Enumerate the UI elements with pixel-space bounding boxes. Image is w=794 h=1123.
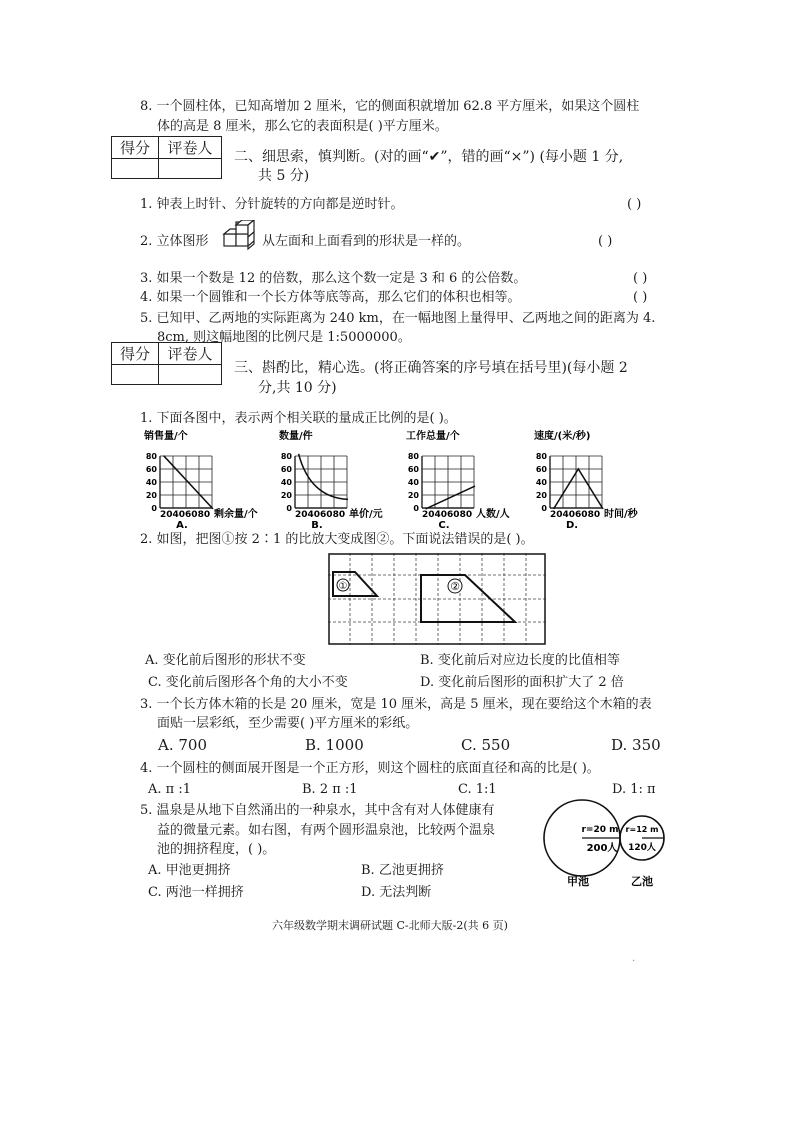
grader-label: 评卷人 — [159, 343, 222, 365]
chart-ytick: 20 — [145, 491, 157, 500]
pool2-name: 乙池 — [631, 875, 653, 888]
chart-option-label[interactable]: C. — [438, 520, 450, 528]
section2-heading-line2: 共 5 分) — [258, 168, 310, 184]
q5-option-b[interactable]: B. 乙池更拥挤 — [361, 863, 444, 878]
chart-ytick: 0 — [286, 504, 292, 513]
chart-ytick: 80 — [407, 452, 419, 461]
q2-option-d[interactable]: D. 变化前后图形的面积扩大了 2 倍 — [420, 675, 624, 690]
q2-option-b[interactable]: B. 变化前后对应边长度的比值相等 — [420, 653, 620, 668]
grader-cell[interactable] — [159, 365, 222, 385]
choice-q3-line1: 3. 一个长方体木箱的长是 20 厘米，宽是 10 厘米，高是 5 厘米，现在要给这个木箱的表 — [140, 697, 652, 712]
score-cell[interactable] — [112, 159, 159, 179]
chart-xticks: 20406080 — [422, 510, 473, 520]
q3-option-c[interactable]: C. 550 — [461, 736, 511, 754]
chart-ytick: 40 — [535, 478, 547, 487]
choice-q1-text: 1. 下面各图中，表示两个相关联的量成正比例的是( )。 — [140, 411, 457, 426]
pool2-people: 120人 — [628, 843, 656, 853]
chart-ytick: 20 — [535, 491, 547, 500]
judge-item-4: 4. 如果一个圆锥和一个长方体等底等高，那么它们的体积也相等。 — [140, 290, 521, 305]
choice-q2-text: 2. 如图，把图①按 2∶1 的比放大变成图②。下面说法错误的是( )。 — [140, 532, 534, 547]
pool1-name: 甲池 — [567, 875, 589, 888]
judge-answer-1[interactable]: ( ) — [627, 197, 642, 212]
chart-ytick: 0 — [151, 504, 157, 513]
chart-xticks: 20406080 — [295, 510, 346, 520]
chart-option-label[interactable]: B. — [311, 520, 323, 528]
q4-option-a[interactable]: A. π :1 — [148, 782, 191, 797]
pool1-radius: r=20 m — [581, 825, 619, 835]
chart-ytick: 60 — [535, 465, 547, 474]
proportion-charts — [140, 428, 660, 528]
hot-spring-pools-figure — [540, 796, 670, 888]
chart-ytick: 20 — [407, 491, 419, 500]
choice-q4-text: 4. 一个圆柱的侧面展开图是一个正方形，则这个圆柱的底面直径和高的比是( )。 — [140, 761, 600, 776]
chart-ylabel: 速度/(米/秒) — [534, 431, 591, 442]
judge-item-2-after: 从左面和上面看到的形状是一样的。 — [262, 234, 471, 249]
score-label: 得分 — [112, 343, 159, 365]
pool1-people: 200人 — [586, 843, 618, 854]
chart-ytick: 0 — [413, 504, 419, 513]
chart-ytick: 0 — [541, 504, 547, 513]
q5-option-d[interactable]: D. 无法判断 — [361, 885, 432, 900]
choice-q5-line1: 5. 温泉是从地下自然涌出的一种泉水，其中含有对人体健康有 — [140, 803, 495, 818]
figure-2-label: ② — [450, 580, 460, 593]
chart-ylabel: 工作总量/个 — [406, 431, 460, 442]
q4-option-d[interactable]: D. 1: π — [612, 782, 656, 797]
chart-xlabel: 剩余量/个 — [214, 509, 258, 520]
chart-ytick: 40 — [280, 478, 292, 487]
q2-option-a[interactable]: A. 变化前后图形的形状不变 — [145, 653, 306, 668]
choice-q3-line2: 面贴一层彩纸，至少需要( )平方厘米的彩纸。 — [157, 716, 419, 731]
chart-curve — [299, 454, 348, 500]
cube-stack-figure — [222, 220, 262, 254]
chart-xlabel: 单价/元 — [349, 509, 383, 520]
q3-option-b[interactable]: B. 1000 — [305, 736, 364, 754]
judge-item-1: 1. 钟表上时针、分针旋转的方向都是逆时针。 — [140, 197, 404, 212]
grader-label: 评卷人 — [159, 137, 222, 159]
q3-option-a[interactable]: A. 700 — [158, 736, 207, 754]
judge-item-2-before: 2. 立体图形 — [140, 234, 209, 249]
chart-option-label[interactable]: A. — [176, 520, 188, 528]
chart-ylabel: 数量/件 — [279, 431, 313, 442]
q3-option-d[interactable]: D. 350 — [611, 736, 661, 754]
chart-ytick: 60 — [280, 465, 292, 474]
section2-heading-line1: 二、细思索，慎判断。(对的画“✔”，错的画“×”) (每小题 1 分, — [234, 149, 624, 165]
enlargement-grid-figure — [328, 553, 546, 645]
section3-heading-line1: 三、斟酌比，精心选。(将正确答案的序号填在括号里)(每小题 2 — [234, 360, 628, 376]
score-label: 得分 — [112, 137, 159, 159]
chart-ytick: 40 — [407, 478, 419, 487]
chart-curve — [554, 469, 603, 509]
judge-answer-3[interactable]: ( ) — [633, 271, 648, 286]
judge-item-3: 3. 如果一个数是 12 的倍数，那么这个数一定是 3 和 6 的公倍数。 — [140, 271, 527, 286]
q5-option-a[interactable]: A. 甲池更拥挤 — [148, 863, 231, 878]
chart-curve — [426, 486, 475, 509]
q4-option-b[interactable]: B. 2 π :1 — [302, 782, 358, 797]
score-box — [111, 342, 222, 385]
chart-ytick: 60 — [407, 465, 419, 474]
q8-line1: 8. 一个圆柱体，已知高增加 2 厘米，它的侧面积就增加 62.8 平方厘米，如果这个圆柱 — [140, 99, 640, 114]
chart-xticks: 20406080 — [160, 510, 211, 520]
q8-line2: 体的高是 8 厘米，那么它的表面积是( )平方厘米。 — [157, 119, 448, 134]
q4-option-c[interactable]: C. 1:1 — [458, 782, 497, 797]
score-cell[interactable] — [112, 365, 159, 385]
chart-ytick: 80 — [280, 452, 292, 461]
chart-option-label[interactable]: D. — [565, 520, 579, 528]
chart-ytick: 60 — [145, 465, 157, 474]
chart-ytick: 80 — [535, 452, 547, 461]
chart-xticks: 20406080 — [550, 510, 601, 520]
proportion-chart-0 — [143, 429, 258, 528]
page-footer: 六年级数学期末调研试题 C-北师大版-2(共 6 页) — [272, 919, 508, 932]
judge-item-5-line1: 5. 已知甲、乙两地的实际距离为 240 km，在一幅地图上量得甲、乙两地之间的距离为 4. — [140, 311, 656, 326]
proportion-chart-1 — [279, 429, 383, 528]
q5-option-c[interactable]: C. 两池一样拥挤 — [148, 885, 244, 900]
proportion-chart-2 — [406, 429, 510, 528]
score-box — [111, 136, 222, 179]
chart-ylabel: 销售量/个 — [144, 431, 188, 442]
chart-ytick: 40 — [145, 478, 157, 487]
chart-ytick: 80 — [145, 452, 157, 461]
pool2-radius: r=12 m — [625, 825, 659, 834]
judge-answer-4[interactable]: ( ) — [633, 290, 648, 305]
judge-answer-2[interactable]: ( ) — [598, 234, 613, 249]
chart-xlabel: 时间/秒 — [604, 509, 638, 520]
page-mark-dot: . — [632, 953, 636, 964]
proportion-chart-3 — [534, 429, 639, 528]
figure-1-label: ① — [338, 581, 348, 592]
q2-option-c[interactable]: C. 变化前后图形各个角的大小不变 — [148, 675, 348, 690]
chart-xlabel: 人数/人 — [476, 509, 510, 520]
section3-heading-line2: 分,共 10 分) — [258, 380, 337, 396]
grader-cell[interactable] — [159, 159, 222, 179]
judge-item-5-line2: 8cm, 则这幅地图的比例尺是 1:5000000。 — [157, 330, 411, 345]
choice-q5-line2: 益的微量元素。如右图，有两个圆形温泉池，比较两个温泉 — [157, 823, 496, 838]
choice-q5-line3: 池的拥挤程度，( )。 — [157, 842, 276, 857]
chart-ytick: 20 — [280, 491, 292, 500]
